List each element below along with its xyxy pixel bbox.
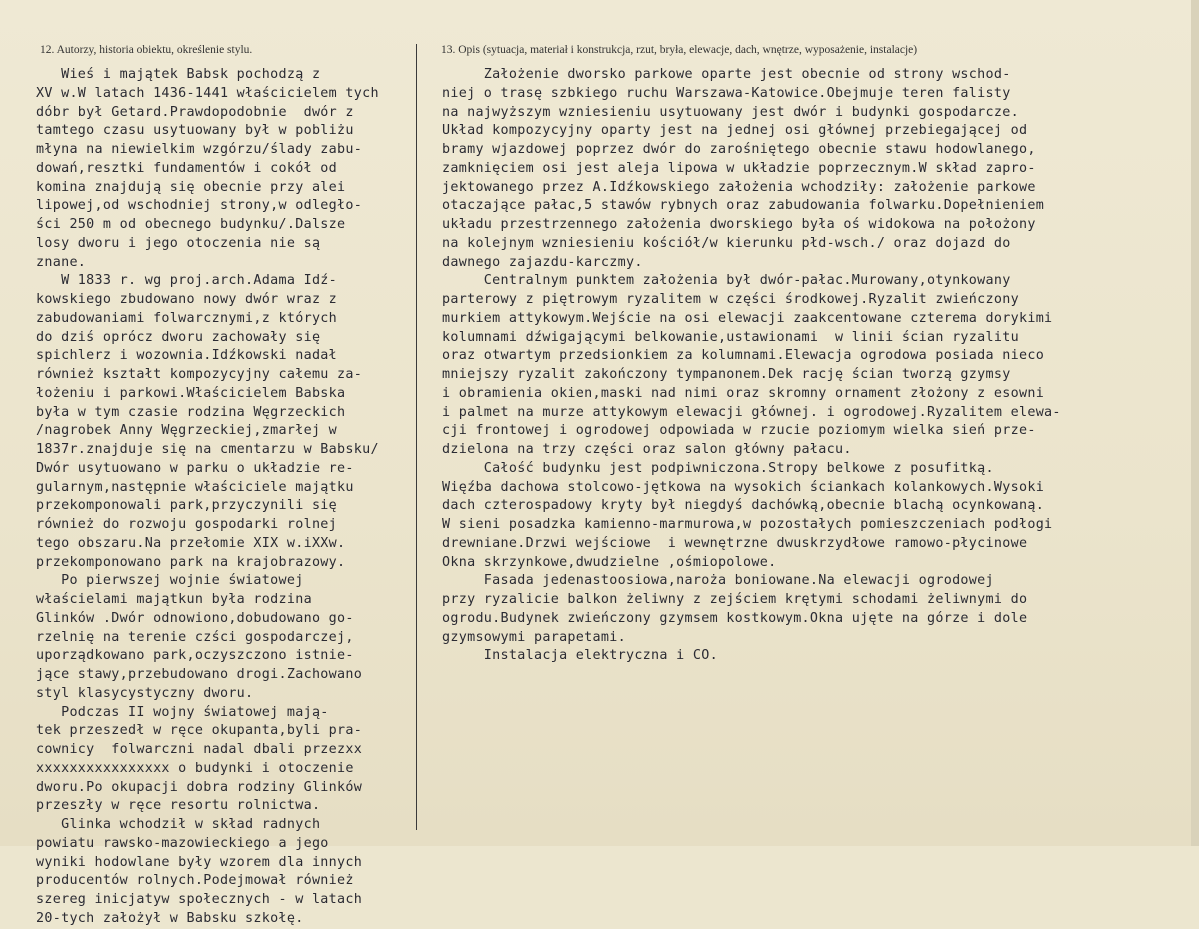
history-text-line: przeszły w ręce resortu rolnictwa. — [36, 798, 321, 814]
description-text-line: kolumnami dźwigającymi belkowanie,ustawionami w linii ścian ryzalitu — [442, 329, 1019, 345]
description-text-line: cji frontowej i ogrodowej odpowiada w rzucie poziomym wielka sień prze- — [442, 423, 1036, 439]
history-text-line: szereg inicjatyw społecznych - w latach — [36, 892, 363, 907]
history-text-line: komina znajdują się obecnie przy alei — [36, 179, 346, 195]
description-text-line: drewniane.Drzwi wejściowe i wewnętrzne dwuskrzydłowe ramowo-płycinowe — [442, 535, 1028, 551]
description-text-line: Instalacja elektryczna i CO. — [442, 648, 718, 664]
history-text-line: 1837r.znajduje się na cmentarzu w Babsku/ — [36, 442, 379, 457]
page-edge — [1191, 0, 1199, 846]
description-text-line: na najwyższym wzniesieniu usytuowany jest dwór i budynki gospodarcze. — [442, 104, 1019, 120]
description-text-line: bramy wjazdowej poprzez dwór do zarośniętego obecnie stawu hodowlanego, — [442, 142, 1036, 157]
history-text-line: przekomponowali park,przyczynili się — [36, 498, 338, 514]
history-text-line: producentów rolnych.Podejmował również — [36, 873, 354, 889]
description-text-line: W sieni posadzka kamienno-marmurowa,w pozostałych pomieszczeniach podłogi — [442, 517, 1053, 532]
description-text-line: i palmet na murze attykowym elewacji głównej. i ogrodowej.Ryzalitem elewa- — [442, 404, 1061, 420]
history-text-line: 20-tych założył w Babsku szkołę. — [36, 910, 304, 926]
history-text-line: lipowej,od wschodniej strony,w odległo- — [36, 198, 363, 214]
section-13-header: 13. Opis (sytuacja, materiał i konstrukcja, rzut, bryła, elewacje, dach, wnętrze, wyposażenie, instalacje) — [441, 44, 918, 56]
description-text-line: Układ kompozycyjny oparty jest na jednej osi głównej przebiegającej od — [442, 123, 1028, 139]
history-text-line: rzelnię na terenie czści gospodarczej, — [36, 629, 354, 645]
description-text-line: ogrodu.Budynek zwieńczony gzymsem kostkowym.Okna ujęte na górze i dole — [442, 610, 1028, 626]
history-text-line: jące stawy,przebudowano drogi.Zachowano — [36, 667, 363, 682]
description-text-line: jektowanego przez A.Idźkowskiego założenia wchodziły: założenie parkowe — [442, 179, 1036, 195]
history-text-line: ści 250 m od obecnego budynku/.Dalsze — [36, 217, 346, 232]
history-text-line: uporządkowano park,oczyszczono istnie- — [36, 648, 354, 664]
history-text-line: powiatu rawsko-mazowieckiego a jego — [36, 835, 329, 851]
description-text-line: oraz otwartym przedsionkiem za kolumnami.Elewacja ogrodowa posiada nieco — [442, 348, 1045, 364]
description-text-line: otaczające pałac,5 stawów rybnych oraz zabudowania folwarku.Dopełnieniem — [442, 198, 1045, 214]
description-text-line: zamknięciem osi jest aleja lipowa w układzie poprzecznym.W skład zapro- — [442, 160, 1036, 176]
history-text-line: dowań,resztki fundamentów i cokół od — [36, 160, 338, 176]
history-text-line: /nagrobek Anny Węgrzeckiej,zmarłej w — [36, 423, 338, 439]
history-text-column — [36, 66, 379, 929]
history-text-line: również kształt kompozycyjny całemu za- — [36, 367, 363, 382]
history-text-line: tamtego czasu usytuowany był w pobliżu — [36, 123, 354, 139]
description-text-line: mniejszy ryzalit zakończony tympanonem.Dek rację ścian tworzą gzymsy — [442, 367, 1011, 382]
history-text-line: znane. — [36, 254, 87, 270]
description-text-line: Okna skrzynkowe,dwudzielne ,ośmiopolowe. — [442, 554, 777, 570]
description-text-line: gzymsowymi parapetami. — [442, 629, 626, 645]
description-text-line: i obramienia okien,maski nad nimi oraz skromny ornament złożony z esowni — [442, 385, 1045, 401]
history-text-line: kowskiego zbudowano nowy dwór wraz z — [36, 292, 338, 307]
history-text-line: była w tym czasie rodzina Węgrzeckich — [36, 404, 346, 420]
history-text-line: do dziś oprócz dworu zachowały się — [36, 329, 321, 345]
description-text-line: Założenie dworsko parkowe oparte jest obecnie od strony wschod- — [442, 67, 1011, 82]
history-text-line: Podczas II wojny światowej mają- — [36, 704, 329, 720]
description-text-line: układu przestrzennego założenia dworskiego była oś widokowa na położony — [442, 217, 1036, 232]
description-text-line: Centralnym punktem założenia był dwór-pałac.Murowany,otynkowany — [442, 273, 1011, 289]
history-text-line: tek przeszedł w ręce okupanta,byli pra- — [36, 723, 363, 739]
history-text-line: dóbr był Getard.Prawdopodobnie dwór z — [36, 104, 354, 120]
history-text-line: dworu.Po okupacji dobra rodziny Glinków — [36, 779, 363, 795]
description-text-line: parterowy z piętrowym ryzalitem w części środkowej.Ryzalit zwieńczony — [442, 292, 1019, 307]
history-text-line: spichlerz i wozownia.Idźkowski nadał — [36, 348, 338, 364]
description-text-line: Całość budynku jest podpiwniczona.Stropy belkowe z posufitką. — [442, 460, 994, 476]
history-text-line: Dwór usytuowano w parku o układzie re- — [36, 460, 354, 476]
history-text-line: wyniki hodowlane były wzorem dla innych — [36, 854, 363, 870]
description-text-column — [442, 66, 1061, 666]
history-text-line: również do rozwoju gospodarki rolnej — [36, 517, 338, 532]
history-text-line: zabudowaniami folwarcznymi,z których — [36, 310, 338, 326]
description-text-line: Więźba dachowa stolcowo-jętkowa na wysokich ściankach kolankowych.Wysoki — [442, 479, 1045, 495]
description-text-line: dawnego zajazdu-karczmy. — [442, 254, 643, 270]
history-text-line: młyna na niewielkim wzgórzu/ślady zabu- — [36, 142, 363, 157]
history-text-line: XV w.W latach 1436-1441 właścicielem tych — [36, 85, 379, 101]
description-text-line: przy ryzalicie balkon żeliwny z zejściem krętymi schodami żeliwnymi do — [442, 592, 1028, 607]
history-text-line: przekomponowano park na krajobrazowy. — [36, 554, 346, 570]
description-text-line: dach czterospadowy kryty był niegdyś dachówką,obecnie blachą ocynkowaną. — [442, 498, 1045, 514]
history-text-line: Glinka wchodził w skład radnych — [36, 817, 321, 832]
description-text-line: murkiem attykowym.Wejście na osi elewacji zaakcentowane czterema dorykimi — [442, 310, 1053, 326]
history-text-line: Wieś i majątek Babsk pochodzą z — [36, 67, 321, 82]
description-text-line: na kolejnym wzniesieniu kościół/w kierunku płd-wsch./ oraz dojazd do — [442, 235, 1011, 251]
history-text-line: tego obszaru.Na przełomie XIX w.iXXw. — [36, 535, 346, 551]
history-text-line: Glinków .Dwór odnowiono,dobudowano go- — [36, 610, 354, 626]
section-12-header: 12. Autorzy, historia obiektu, określenie stylu. — [40, 44, 253, 56]
history-text-line: gularnym,następnie właściciele majątku — [36, 479, 354, 495]
history-text-line: styl klasycystyczny dworu. — [36, 685, 254, 701]
history-text-line: losy dworu i jego otoczenia nie są — [36, 235, 321, 251]
description-text-line: dzielona na trzy części oraz salon główny pałacu. — [442, 442, 852, 457]
description-text-line: Fasada jedenastoosiowa,naroża boniowane.Na elewacji ogrodowej — [442, 573, 994, 589]
history-text-line: W 1833 r. wg proj.arch.Adama Idź- — [36, 273, 338, 289]
history-text-line: cownicy folwarczni nadal dbali przezxx — [36, 742, 363, 757]
description-text-line: niej o trasę szbkiego ruchu Warszawa-Katowice.Obejmuje teren falisty — [442, 85, 1011, 101]
history-text-line: właścielami majątkun była rodzina — [36, 592, 312, 607]
history-text-line: Po pierwszej wojnie światowej — [36, 573, 304, 589]
history-text-line: xxxxxxxxxxxxxxxx o budynki i otoczenie — [36, 760, 354, 776]
history-text-line: łożeniu i parkowi.Właścicielem Babska — [36, 385, 346, 401]
column-divider — [416, 44, 417, 830]
